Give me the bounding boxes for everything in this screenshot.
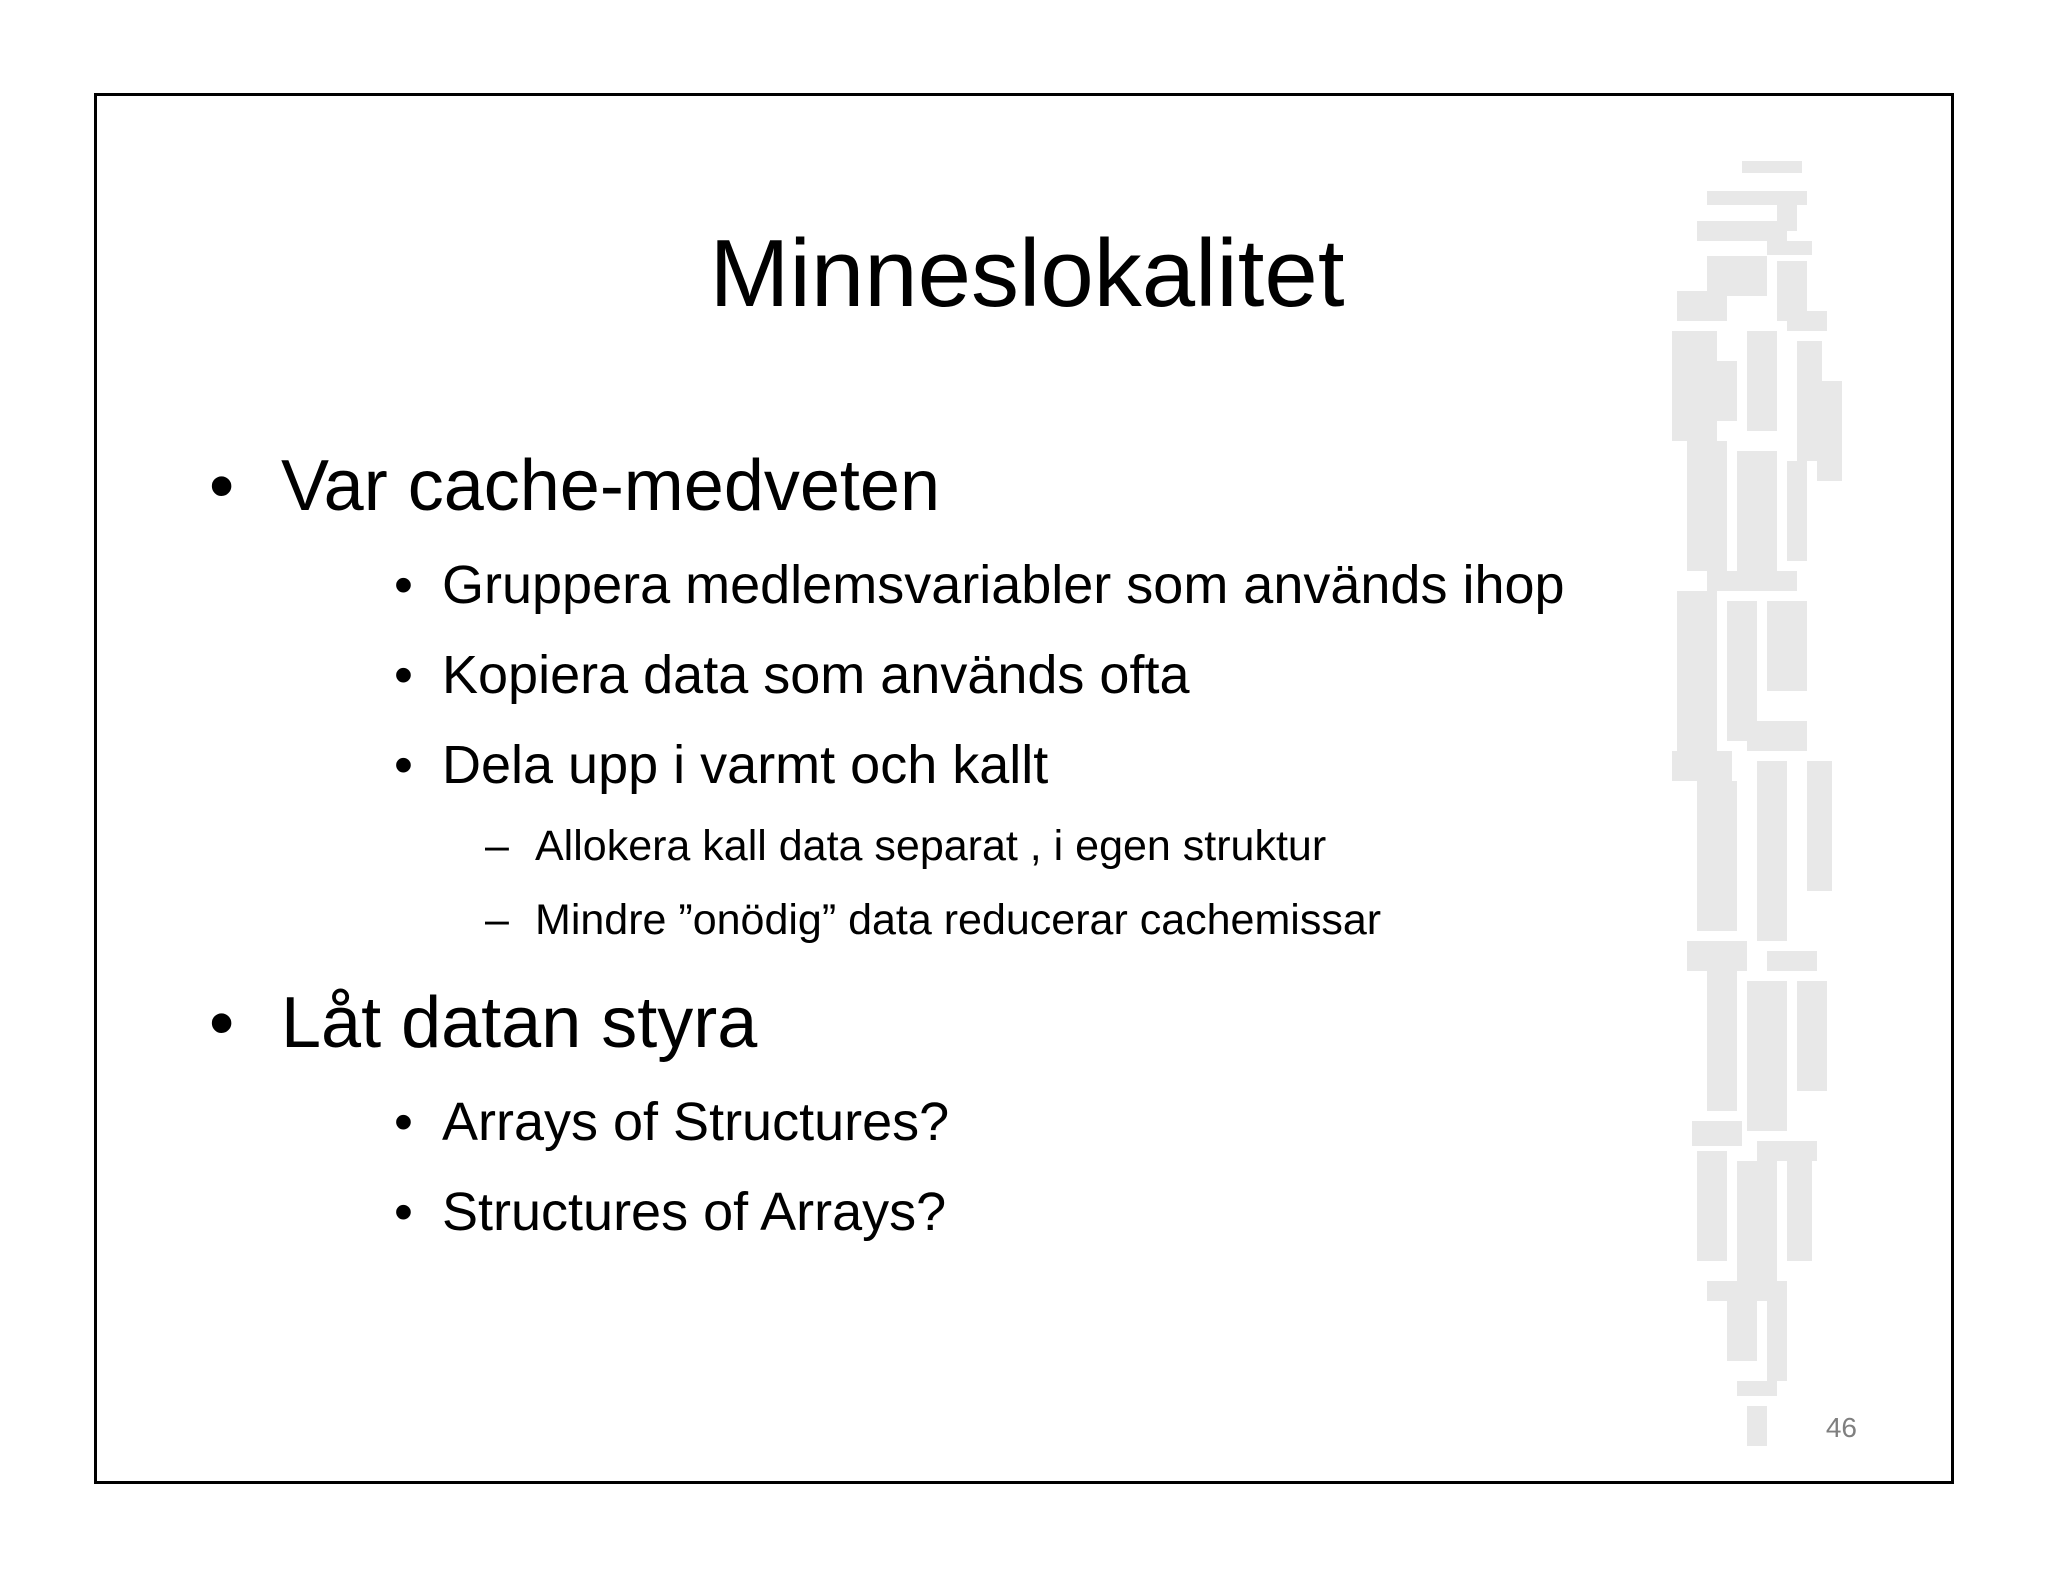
dash-item [485,892,1382,948]
bullet-text: Var cache-medveten [281,446,941,526]
slide-body [97,96,1954,1484]
bullet-icon: • [209,983,235,1063]
page-number: 46 [1825,1412,1857,1443]
bullet-icon: • [394,735,413,795]
bullet-icon: • [394,1092,413,1152]
sub-bullet-text: Kopiera data som används ofta [442,645,1190,705]
dash-item-text: Mindre ”onödig” data reducerar cachemissar [535,896,1382,944]
bullet-text: Låt datan styra [281,983,758,1063]
bullet-icon: • [209,446,235,526]
bullet-lat-datan-styra [209,978,758,1068]
slide [94,93,1954,1484]
bullet-var-cache-medveten [209,441,941,531]
bullet-icon: • [394,645,413,705]
sub-bullet [394,551,1565,619]
sub-bullet [394,641,1190,709]
sub-bullet [394,731,1049,799]
sub-bullet-text: Arrays of Structures? [442,1092,950,1152]
sub-bullet [394,1088,950,1156]
dash-icon: – [485,822,509,870]
bullet-icon: • [394,555,413,615]
sub-bullet-text: Structures of Arrays? [442,1182,947,1242]
bullet-icon: • [394,1182,413,1242]
dash-icon: – [485,896,509,944]
sub-bullet-text: Dela upp i varmt och kallt [442,735,1049,795]
dash-item-text: Allokera kall data separat , i egen struktur [535,822,1327,870]
sub-bullet [394,1178,947,1246]
dash-item [485,818,1327,874]
sub-bullet-text: Gruppera medlemsvariabler som används ihop [442,555,1565,615]
slide-title: Minneslokalitet [709,220,1345,327]
